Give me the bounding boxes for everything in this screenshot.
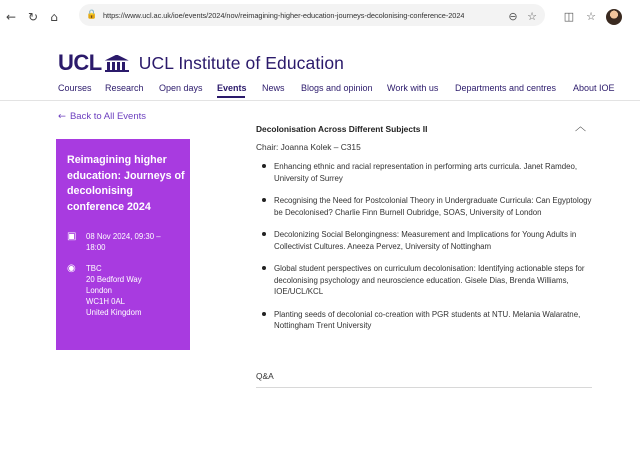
logo-text: UCL: [58, 50, 102, 75]
home-icon[interactable]: ⌂: [50, 10, 58, 24]
list-item: [256, 263, 592, 298]
calendar-icon: ▣: [67, 231, 77, 242]
address-line: United Kingdom: [86, 308, 142, 317]
nav-about[interactable]: About IOE: [573, 83, 615, 93]
session-chair: Chair: Joanna Kolek – C315: [256, 142, 361, 152]
refresh-icon[interactable]: ↻: [27, 10, 39, 24]
event-address: [86, 263, 142, 318]
bullet: [262, 312, 266, 316]
location-pin-icon: ◉: [67, 263, 76, 274]
nav-work-with-us[interactable]: Work with us: [387, 83, 439, 93]
talk-text: Decolonizing Social Belongingness: Measurement and Implications for Young Adults in Collectivist Cultures. Aneeza Pervez, University of Nottingham: [274, 230, 577, 251]
bullet: [262, 198, 266, 202]
reader-icon[interactable]: ⊖: [508, 10, 518, 23]
talk-text: Planting seeds of decolonial co-creation with PGR students at NTU. Melania Walaratne, Nottingham Trent University: [274, 309, 581, 330]
list-item: [256, 309, 592, 332]
ucl-logo[interactable]: [58, 50, 344, 75]
nav-research[interactable]: Research: [105, 83, 144, 93]
header-divider: [0, 100, 640, 101]
bullet: [262, 266, 266, 270]
bullet: [262, 164, 266, 168]
portico-icon: [105, 55, 129, 72]
nav-open-days[interactable]: Open days: [159, 83, 203, 93]
address-line: WC1H 0AL: [86, 297, 125, 306]
bullet: [262, 232, 266, 236]
venue: TBC: [86, 264, 102, 273]
site-title: UCL Institute of Education: [138, 52, 344, 73]
address-line: 20 Bedford Way: [86, 275, 142, 284]
arrow-left-icon: ←: [58, 111, 66, 122]
talk-text: Recognising the Need for Postcolonial Theory in Undergraduate Curricula: Can Egyptology be Decolonised? Charlie Finn Burnell Oubridge, SOAS, University of London: [274, 196, 592, 217]
split-screen-icon[interactable]: ◫: [563, 10, 575, 23]
nav-events[interactable]: Events: [217, 83, 247, 93]
section-divider: [256, 387, 592, 388]
event-datetime: 08 Nov 2024, 09:30 – 18:00: [86, 232, 161, 252]
active-nav-underline: [217, 96, 245, 98]
back-to-events-link[interactable]: [58, 111, 146, 122]
qa-label: Q&A: [256, 371, 274, 381]
event-location-row: [67, 263, 142, 318]
talk-list: [256, 161, 592, 343]
nav-news[interactable]: News: [262, 83, 285, 93]
url-text: https://www.ucl.ac.uk/ioe/events/2024/nov/reimagining-higher-education-journeys-decolonising-conference-2024: [103, 10, 465, 20]
main-nav: [0, 80, 640, 100]
nav-blogs[interactable]: Blogs and opinion: [301, 83, 373, 93]
list-item: [256, 195, 592, 218]
list-item: [256, 229, 592, 252]
favorite-star-icon[interactable]: ☆: [527, 10, 537, 23]
event-date-row: [67, 231, 180, 253]
browser-toolbar: [0, 0, 640, 34]
back-link-label: Back to All Events: [69, 111, 147, 122]
lock-icon: 🔒: [86, 10, 98, 20]
event-title: Reimagining higher education: Journeys of decolonising conference 2024: [67, 154, 185, 213]
arrow-left-icon[interactable]: ←: [5, 10, 17, 24]
profile-avatar[interactable]: [606, 9, 622, 25]
collections-icon[interactable]: ☆: [586, 10, 596, 23]
chevron-up-icon[interactable]: ︿: [575, 120, 586, 133]
accordion-header[interactable]: [256, 119, 592, 133]
list-item: [256, 161, 592, 184]
talk-text: Enhancing ethnic and racial representation in performing arts curricula. Janet Ramdeo, University of Surrey: [274, 162, 578, 183]
nav-courses[interactable]: Courses: [58, 83, 92, 93]
session-title: Decolonisation Across Different Subjects II: [256, 124, 428, 134]
talk-text: Global student perspectives on curriculum decolonisation: Identifying actionable steps for decolonising psychology and neuroscience education. Gisele Dias, Brenda Williams, IOE/UCL/KCL: [274, 264, 585, 296]
address-line: London: [86, 286, 113, 295]
event-summary-card: [56, 139, 190, 350]
nav-departments[interactable]: Departments and centres: [455, 83, 557, 93]
address-bar[interactable]: [79, 4, 545, 26]
